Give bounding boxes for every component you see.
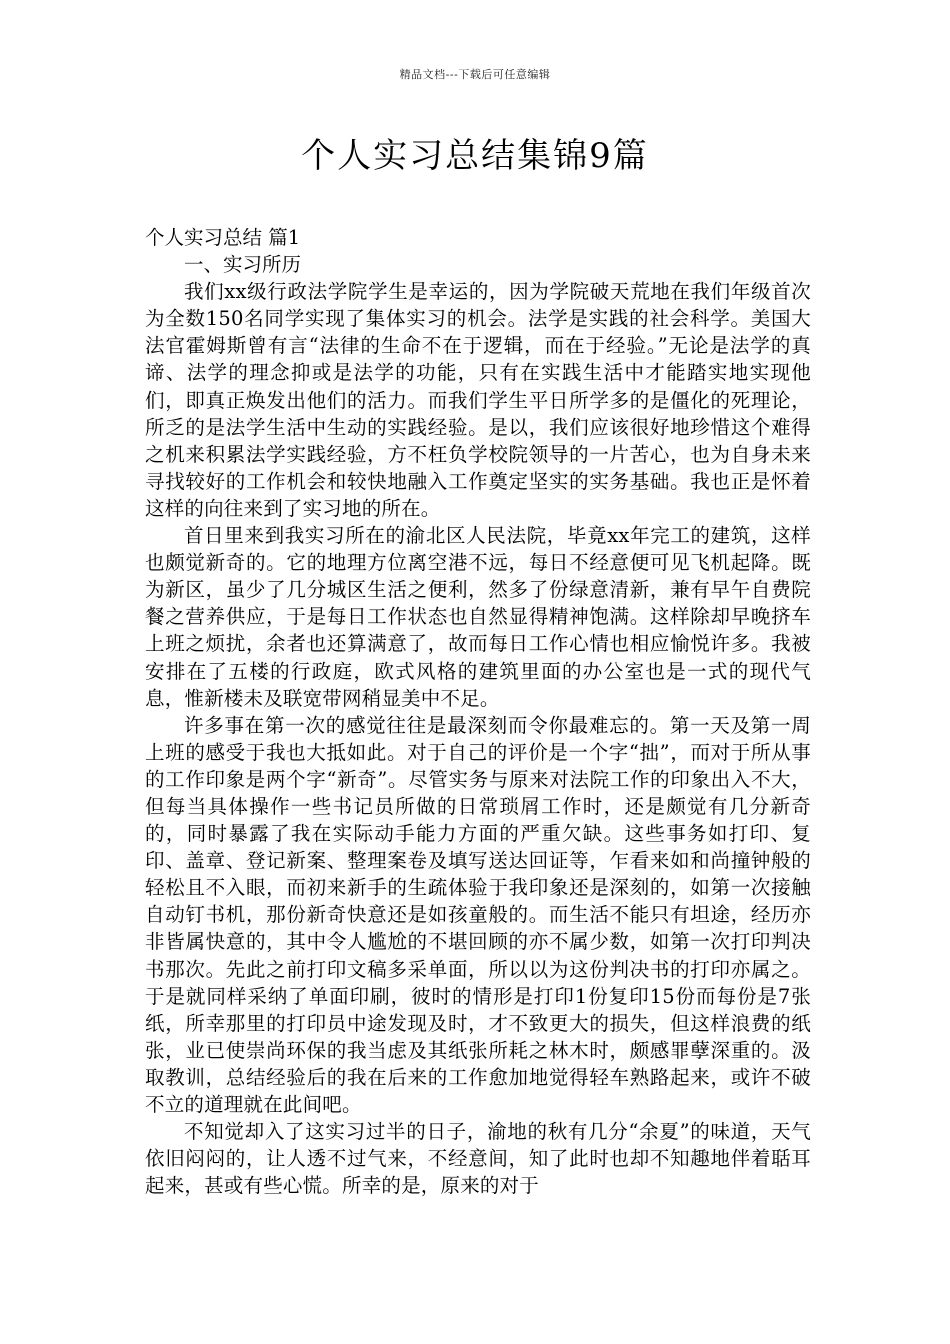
subsection-heading: 一、实习所历 — [184, 253, 302, 277]
paragraph: 首日里来到我实习所在的渝北区人民法院，毕竟xx年完工的建筑，这样也颇觉新奇的。它的地理方位离空港不远，每日不经意便可见飞机起降。既为新区，虽少了几分城区生活之便利，然多了份绿意清新，兼有早午自费院餐之营养供应，于是每日工作状态也自然显得精神饱满。这样除却早晚挤车上班之烦扰，余者也还算满意了，故而每日工作心情也相应愉悦许多。我被安排在了五楼的行政庭，欧式风格的建筑里面的办公室也是一式的现代气息，惟新楼未及联宽带网稍显美中不足。 — [145, 524, 811, 710]
header-note: 精品文档---下载后可任意编辑 — [399, 68, 551, 81]
paragraph: 许多事在第一次的感觉往往是最深刻而令你最难忘的。第一天及第一周上班的感受于我也大抵如此。对于自己的评价是一个字“拙”，而对于所从事的工作印象是两个字“新奇”。尽管实务与原来对法院工作的印象出入不大，但每当具体操作一些书记员所做的日常琐屑工作时，还是颇觉有几分新奇的，同时暴露了我在实际动手能力方面的严重欠缺。这些事务如打印、复印、盖章、登记新案、整理案卷及填写送达回证等，乍看来如和尚撞钟般的轻松且不入眼，而初来新手的生疏体验于我印象还是深刻的，如第一次接触自动钉书机，那份新奇快意还是如孩童般的。而生活不能只有坦途，经历亦非皆属快意的，其中令人尴尬的不堪回顾的亦不属少数，如第一次打印判决书那次。先此之前打印文稿多采单面，所以以为这份判决书的打印亦属之。于是就同样采纳了单面印刷，彼时的情形是打印1份复印15份而每份是7张纸，所幸那里的打印员中途发现及时，才不致更大的损失，但这样浪费的纸张，业已使崇尚环保的我当虑及其纸张所耗之林木时，颇感罪孽深重的。汲取教训，总结经验后的我在后来的工作愈加地觉得轻车熟路起来，或许不破不立的道理就在此间吧。 — [145, 713, 811, 1116]
document-body — [145, 224, 811, 1199]
paragraph: 不知觉却入了这实习过半的日子，渝地的秋有几分“余夏”的味道，天气依旧闷闷的，让人透不过气来，不经意间，知了此时也却不知趣地伴着聒耳起来，甚或有些心慌。所幸的是，原来的对于 — [145, 1120, 811, 1198]
document-title: 个人实习总结集锦9篇 — [301, 136, 649, 176]
section-heading: 个人实习总结 篇1 — [145, 226, 301, 249]
paragraph: 我们xx级行政法学院学生是幸运的，因为学院破天荒地在我们年级首次为全数150名同学实现了集体实习的机会。法学是实践的社会科学。美国大法官霍姆斯曾有言“法律的生命不在于逻辑，而在于经验。”无论是法学的真谛、法学的理念抑或是法学的功能，只有在实践生活中才能踏实地实现他们，即真正焕发出他们的活力。而我们学生平日所学多的是僵化的死理论，所乏的是法学生活中生动的实践经验。是以，我们应该很好地珍惜这个难得之机来积累法学实践经验，方不枉负学校院领导的一片苦心，也为自身未来寻找较好的工作机会和较快地融入工作奠定坚实的实务基础。我也正是怀着这样的向往来到了实习地的所在。 — [145, 280, 811, 520]
